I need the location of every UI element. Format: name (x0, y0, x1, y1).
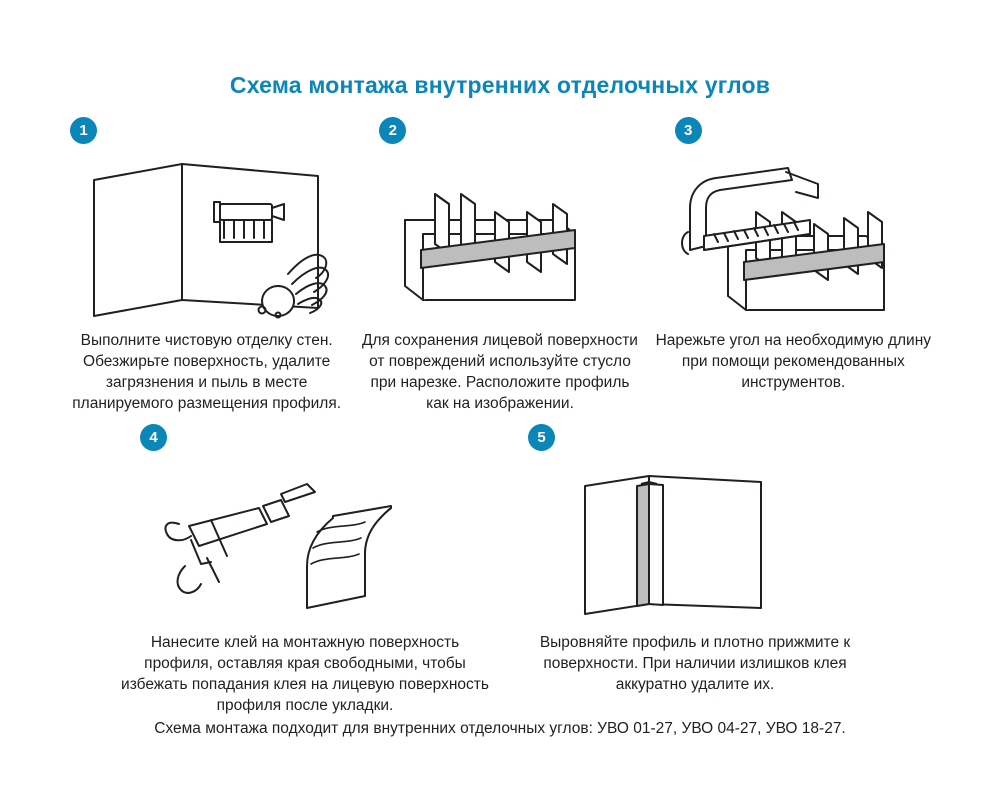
step-2 (353, 117, 646, 414)
step-5 (500, 424, 890, 695)
step-2-number: 2 (379, 117, 406, 144)
miter-box-profile-icon (375, 158, 625, 323)
caulking-gun-glue-icon (155, 462, 455, 627)
hacksaw-miter-box-icon (668, 158, 918, 323)
step-2-illustration (353, 150, 646, 330)
step-4-illustration (110, 457, 500, 632)
step-4-caption: Нанесите клей на монтажную поверхность профиля, оставляя края свободными, чтобы избежать попадания клея на лицевую поверхность профиля после укладки. (121, 634, 489, 714)
page-title: Схема монтажа внутренних отделочных углов (229, 72, 771, 98)
steps-row-bottom (0, 424, 1000, 716)
step-4-number: 4 (140, 424, 167, 451)
step-5-caption: Выровняйте профиль и плотно прижмите к поверхности. При наличии излишков клея аккуратно удалите их. (539, 634, 851, 693)
step-3-illustration (647, 150, 940, 330)
step-5-illustration (500, 457, 890, 632)
step-2-caption: Для сохранения лицевой поверхности от повреждений используйте стусло при нарезке. Расположите профиль как на изображении. (362, 332, 638, 412)
step-1-caption: Выполните чистовую отделку стен. Обезжирьте поверхность, удалите загрязнения и пыль в месте планируемого размещения профиля. (72, 332, 342, 412)
step-5-number: 5 (528, 424, 555, 451)
corner-profile-press-icon (545, 462, 845, 627)
step-3-number: 3 (675, 117, 702, 144)
paint-brush-wall-icon (82, 158, 332, 323)
steps-row-top (0, 117, 1000, 414)
step-4 (110, 424, 500, 716)
step-1-illustration (60, 150, 353, 330)
footer-note: Схема монтажа подходит для внутренних отделочных углов: УВО 01-27, УВО 04-27, УВО 18-27. (154, 720, 846, 737)
step-3 (647, 117, 940, 393)
step-1-number: 1 (70, 117, 97, 144)
step-3-caption: Нарежьте угол на необходимую длину при помощи рекомендованных инструментов. (655, 332, 932, 391)
step-1 (60, 117, 353, 414)
